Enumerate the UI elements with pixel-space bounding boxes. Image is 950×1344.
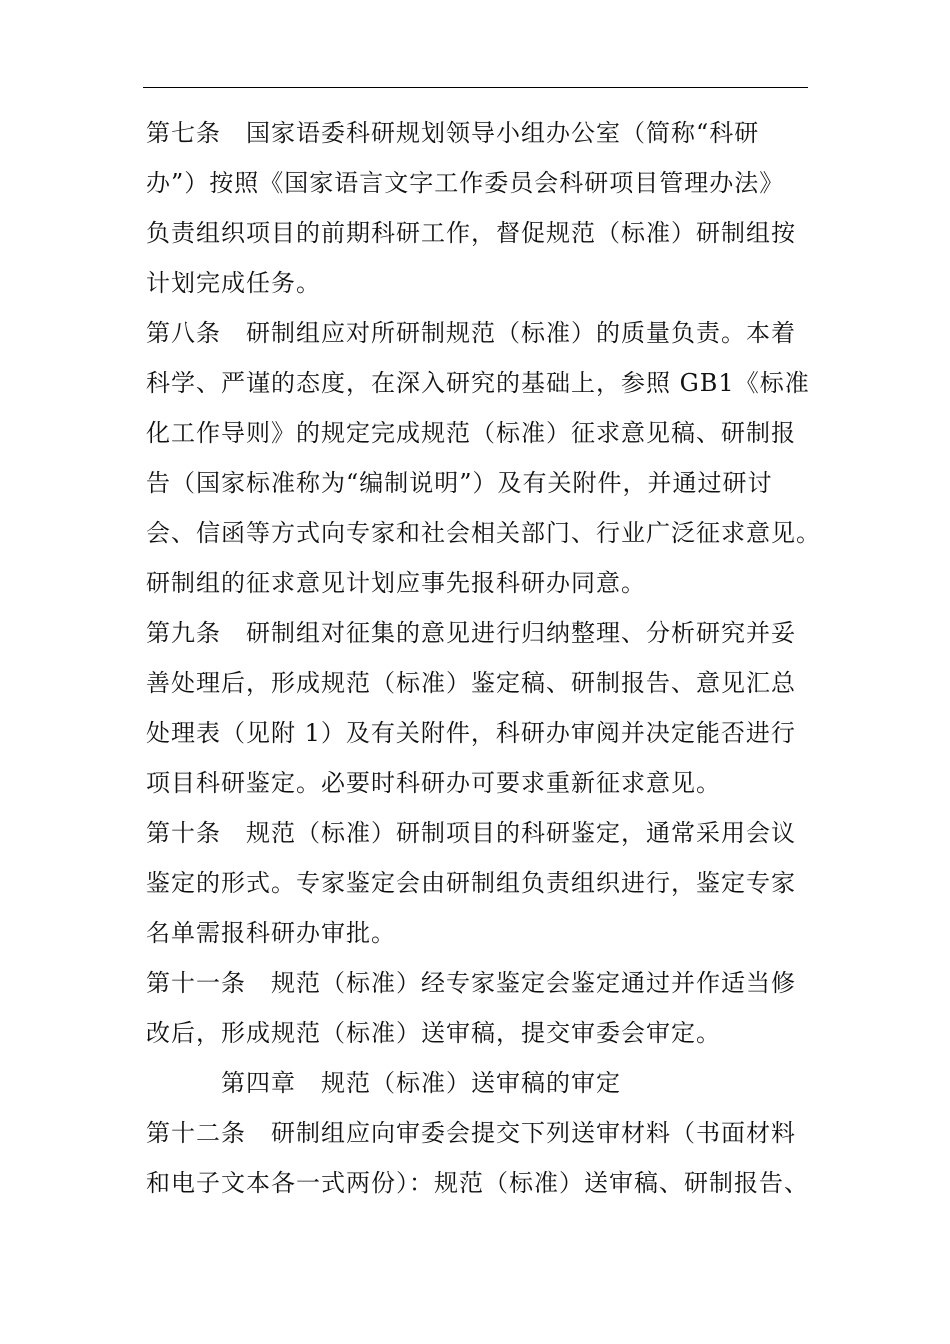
text-line: 科学、严谨的态度，在深入研究的基础上，参照 GB1《标准: [146, 369, 810, 397]
text-line: 名单需报科研办审批。: [146, 919, 396, 947]
text-line: 改后，形成规范（标准）送审稿，提交审委会审定。: [146, 1019, 721, 1047]
text-line: 计划完成任务。: [146, 269, 321, 297]
text-line: 告（国家标准称为“编制说明”）及有关附件，并通过研讨: [146, 469, 773, 497]
text-line: 第十一条 规范（标准）经专家鉴定会鉴定通过并作适当修: [146, 969, 796, 997]
text-line: 化工作导则》的规定完成规范（标准）征求意见稿、研制报: [146, 419, 796, 447]
text-line: 和电子文本各一式两份）：规范（标准）送审稿、研制报告、: [146, 1169, 809, 1197]
text-line: 第八条 研制组应对所研制规范（标准）的质量负责。本着: [146, 319, 796, 347]
text-line: 第九条 研制组对征集的意见进行归纳整理、分析研究并妥: [146, 619, 796, 647]
text-line: 办”）按照《国家语言文字工作委员会科研项目管理办法》: [146, 169, 785, 197]
header-rule: [143, 87, 808, 88]
text-line: 负责组织项目的前期科研工作，督促规范（标准）研制组按: [146, 219, 796, 247]
text-line: 研制组的征求意见计划应事先报科研办同意。: [146, 569, 646, 597]
text-line: 善处理后，形成规范（标准）鉴定稿、研制报告、意见汇总: [146, 669, 796, 697]
document-body: [146, 108, 821, 1208]
text-line: 第十二条 研制组应向审委会提交下列送审材料（书面材料: [146, 1119, 796, 1147]
chapter-heading: 第四章 规范（标准）送审稿的审定: [221, 1069, 621, 1097]
text-line: 第十条 规范（标准）研制项目的科研鉴定，通常采用会议: [146, 819, 796, 847]
text-line: 会、信函等方式向专家和社会相关部门、行业广泛征求意见。: [146, 519, 821, 547]
text-line: 项目科研鉴定。必要时科研办可要求重新征求意见。: [146, 769, 721, 797]
text-line: 处理表（见附 1）及有关附件，科研办审阅并决定能否进行: [146, 719, 796, 747]
text-line: 鉴定的形式。专家鉴定会由研制组负责组织进行，鉴定专家: [146, 869, 796, 897]
text-line: 第七条 国家语委科研规划领导小组办公室（简称“科研: [146, 119, 760, 147]
